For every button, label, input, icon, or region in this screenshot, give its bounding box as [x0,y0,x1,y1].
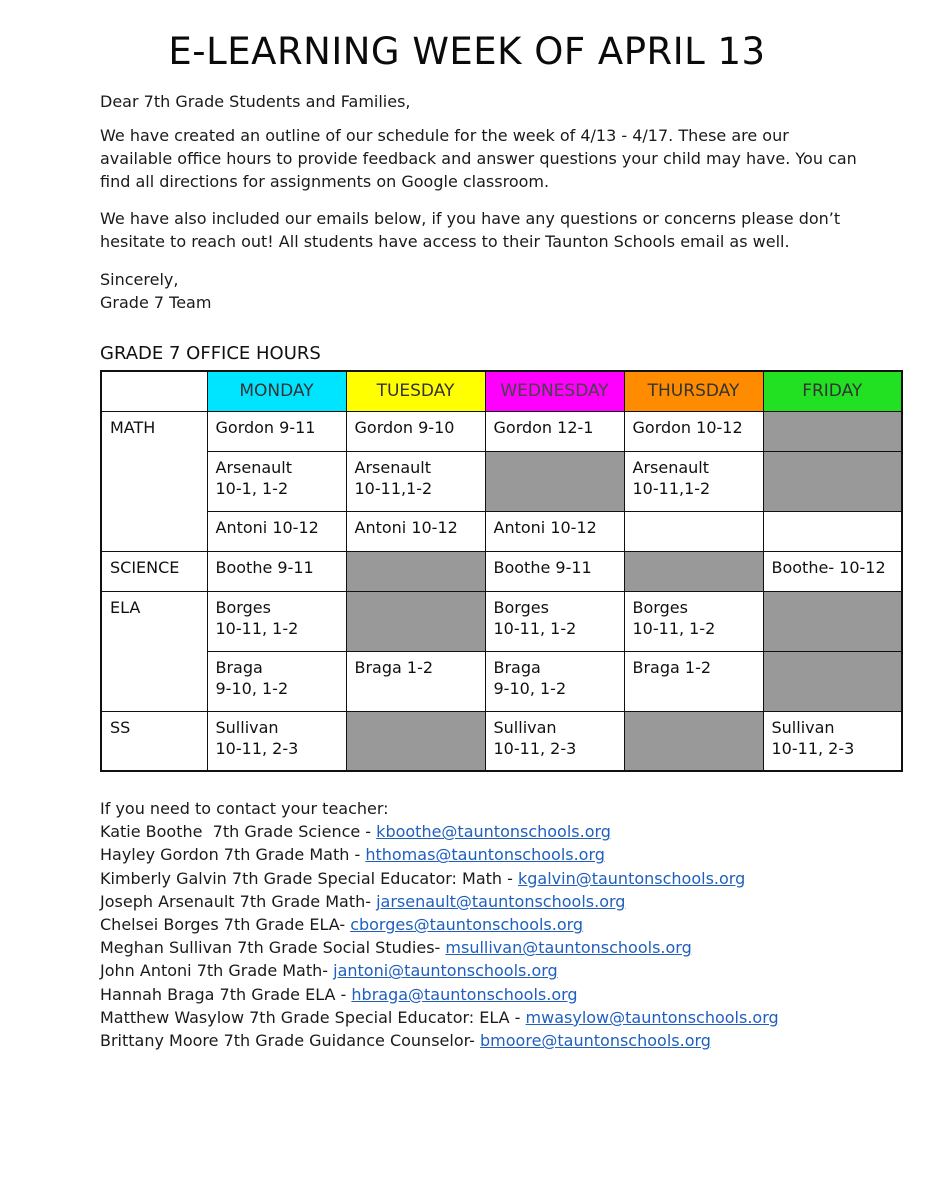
empty-cell [624,511,763,551]
contact-item [100,1029,920,1052]
contact-email-link[interactable]: hbraga@tauntonschools.org [351,984,578,1004]
table-row [101,511,902,551]
table-row [101,451,902,511]
teacher-hours-text: 10-11, 2-3 [215,738,299,758]
unavailable-cell [624,711,763,771]
teacher-hours-text: Borges [493,597,549,617]
office-hours-cell [763,711,902,771]
contact-item [100,890,920,913]
office-hours-title: GRADE 7 OFFICE HOURS [100,343,321,364]
teacher-hours-text: Sullivan [215,717,279,737]
office-hours-cell [207,551,346,591]
page-title: E-LEARNING WEEK OF APRIL 13 [168,30,766,73]
teacher-hours-text: Arsenault [632,457,710,477]
contact-label: Meghan Sullivan 7th Grade Social Studies- [100,938,446,958]
teacher-hours-text: Boothe 9-11 [493,557,592,577]
teacher-hours-text: Boothe- 10-12 [771,557,886,577]
office-hours-cell [485,591,624,651]
header-monday: MONDAY [207,371,346,411]
office-hours-cell [207,651,346,711]
contact-label: Hayley Gordon 7th Grade Math - [100,845,366,865]
teacher-hours-text: 10-1, 1-2 [215,478,289,498]
letter-paragraph-schedule: We have created an outline of our schedule for the week of 4/13 - 4/17. These are our available office hours to provide feedback and answer questions your child may have. You can find all directions for assignments on Google classroom. [100,126,857,191]
closing-salutation: Sincerely, [100,270,179,289]
contact-item [100,843,920,866]
letter-paragraph-emails: We have also included our emails below, if you have any questions or concerns please don’t hesitate to reach out! All students have access to their Taunton Schools email as well. [100,209,841,251]
contact-list [100,797,920,1052]
office-hours-cell [485,411,624,451]
unavailable-cell [763,451,902,511]
teacher-hours-text: 9-10, 1-2 [215,678,289,698]
subject-cell [101,411,207,551]
teacher-hours-text: Borges [632,597,688,617]
contact-item [100,936,920,959]
teacher-hours-text: 10-11, 2-3 [493,738,577,758]
contact-item [100,959,920,982]
unavailable-cell [763,591,902,651]
contact-email-link[interactable]: msullivan@tauntonschools.org [445,938,692,958]
office-hours-cell [346,511,485,551]
table-row [101,551,902,591]
header-thursday: THURSDAY [624,371,763,411]
teacher-hours-text: Antoni 10-12 [493,517,597,537]
contact-item [100,913,920,936]
unavailable-cell [346,591,485,651]
subject-cell [101,551,207,591]
teacher-hours-text: Borges [215,597,271,617]
office-hours-cell [763,551,902,591]
contact-email-link[interactable]: jarsenault@tauntonschools.org [376,891,626,911]
teacher-hours-text: 10-11, 1-2 [215,618,299,638]
teacher-hours-text: 10-11,1-2 [632,478,711,498]
contact-item [100,983,920,1006]
office-hours-cell [346,411,485,451]
contact-email-link[interactable]: bmoore@tauntonschools.org [480,1031,711,1051]
unavailable-cell [485,451,624,511]
contact-email-link[interactable]: cborges@tauntonschools.org [350,915,584,935]
teacher-hours-text: Braga [493,657,541,677]
contact-intro: If you need to contact your teacher: [100,799,389,818]
closing-signature: Grade 7 Team [100,293,212,312]
teacher-hours-text: 9-10, 1-2 [493,678,567,698]
contact-label: Brittany Moore 7th Grade Guidance Counselor- [100,1031,481,1051]
teacher-hours-text: Braga 1-2 [354,657,434,677]
contact-email-link[interactable]: kboothe@tauntonschools.org [376,822,611,842]
header-wednesday: WEDNESDAY [485,371,624,411]
teacher-hours-text: Sullivan [493,717,557,737]
header-friday: FRIDAY [763,371,902,411]
teacher-hours-text: 10-11, 2-3 [771,738,855,758]
office-hours-table [100,370,903,772]
subject-label: SS [110,717,131,737]
office-hours-cell [346,451,485,511]
office-hours-cell [624,411,763,451]
unavailable-cell [346,711,485,771]
teacher-hours-text: Gordon 10-12 [632,417,743,437]
contact-label: Hannah Braga 7th Grade ELA - [100,984,352,1004]
unavailable-cell [346,551,485,591]
teacher-hours-text: Braga [215,657,263,677]
table-row [101,591,902,651]
contact-label: Matthew Wasylow 7th Grade Special Educator: ELA - [100,1007,526,1027]
subject-label: ELA [110,597,141,617]
office-hours-cell [485,551,624,591]
contact-item [100,820,920,843]
teacher-hours-text: Antoni 10-12 [215,517,319,537]
contact-email-link[interactable]: kgalvin@tauntonschools.org [517,868,746,888]
office-hours-cell [207,451,346,511]
contact-item [100,1006,920,1029]
table-row [101,651,902,711]
office-hours-cell [207,711,346,771]
contact-label: Joseph Arsenault 7th Grade Math- [100,891,377,911]
office-hours-cell [485,711,624,771]
office-hours-cell [485,511,624,551]
teacher-hours-text: Gordon 12-1 [493,417,594,437]
header-tuesday: TUESDAY [346,371,485,411]
contact-label: Kimberly Galvin 7th Grade Special Educator: Math - [100,868,518,888]
office-hours-cell [624,451,763,511]
teacher-hours-text: Arsenault [215,457,293,477]
table-row [101,411,902,451]
office-hours-cell [207,511,346,551]
teacher-hours-text: Gordon 9-10 [354,417,455,437]
table-header-row [101,371,902,411]
unavailable-cell [763,411,902,451]
table-row [101,711,902,771]
teacher-hours-text: Antoni 10-12 [354,517,458,537]
office-hours-cell [624,591,763,651]
office-hours-cell [207,411,346,451]
office-hours-cell [346,651,485,711]
office-hours-cell [485,651,624,711]
unavailable-cell [763,651,902,711]
teacher-hours-text: 10-11, 1-2 [493,618,577,638]
contact-item [100,867,920,890]
contact-email-link[interactable]: mwasylow@tauntonschools.org [525,1007,779,1027]
contact-email-link[interactable]: hthomas@tauntonschools.org [365,845,605,865]
office-hours-cell [207,591,346,651]
teacher-hours-text: Arsenault [354,457,432,477]
teacher-hours-text: Braga 1-2 [632,657,712,677]
subject-cell [101,591,207,711]
teacher-hours-text: Sullivan [771,717,835,737]
contact-label: John Antoni 7th Grade Math- [100,961,334,981]
letter-greeting: Dear 7th Grade Students and Families, [100,92,411,111]
header-corner-cell [101,371,207,411]
contact-email-link[interactable]: jantoni@tauntonschools.org [333,961,558,981]
unavailable-cell [624,551,763,591]
office-hours-cell [624,651,763,711]
teacher-hours-text: 10-11, 1-2 [632,618,716,638]
teacher-hours-text: Boothe 9-11 [215,557,314,577]
subject-cell [101,711,207,771]
letter-closing [100,268,860,314]
contact-label: Katie Boothe 7th Grade Science - [100,822,377,842]
subject-label: SCIENCE [110,557,180,577]
teacher-hours-text: 10-11,1-2 [354,478,433,498]
subject-label: MATH [110,417,156,437]
teacher-hours-text: Gordon 9-11 [215,417,316,437]
contact-label: Chelsei Borges 7th Grade ELA- [100,915,351,935]
empty-cell [763,511,902,551]
